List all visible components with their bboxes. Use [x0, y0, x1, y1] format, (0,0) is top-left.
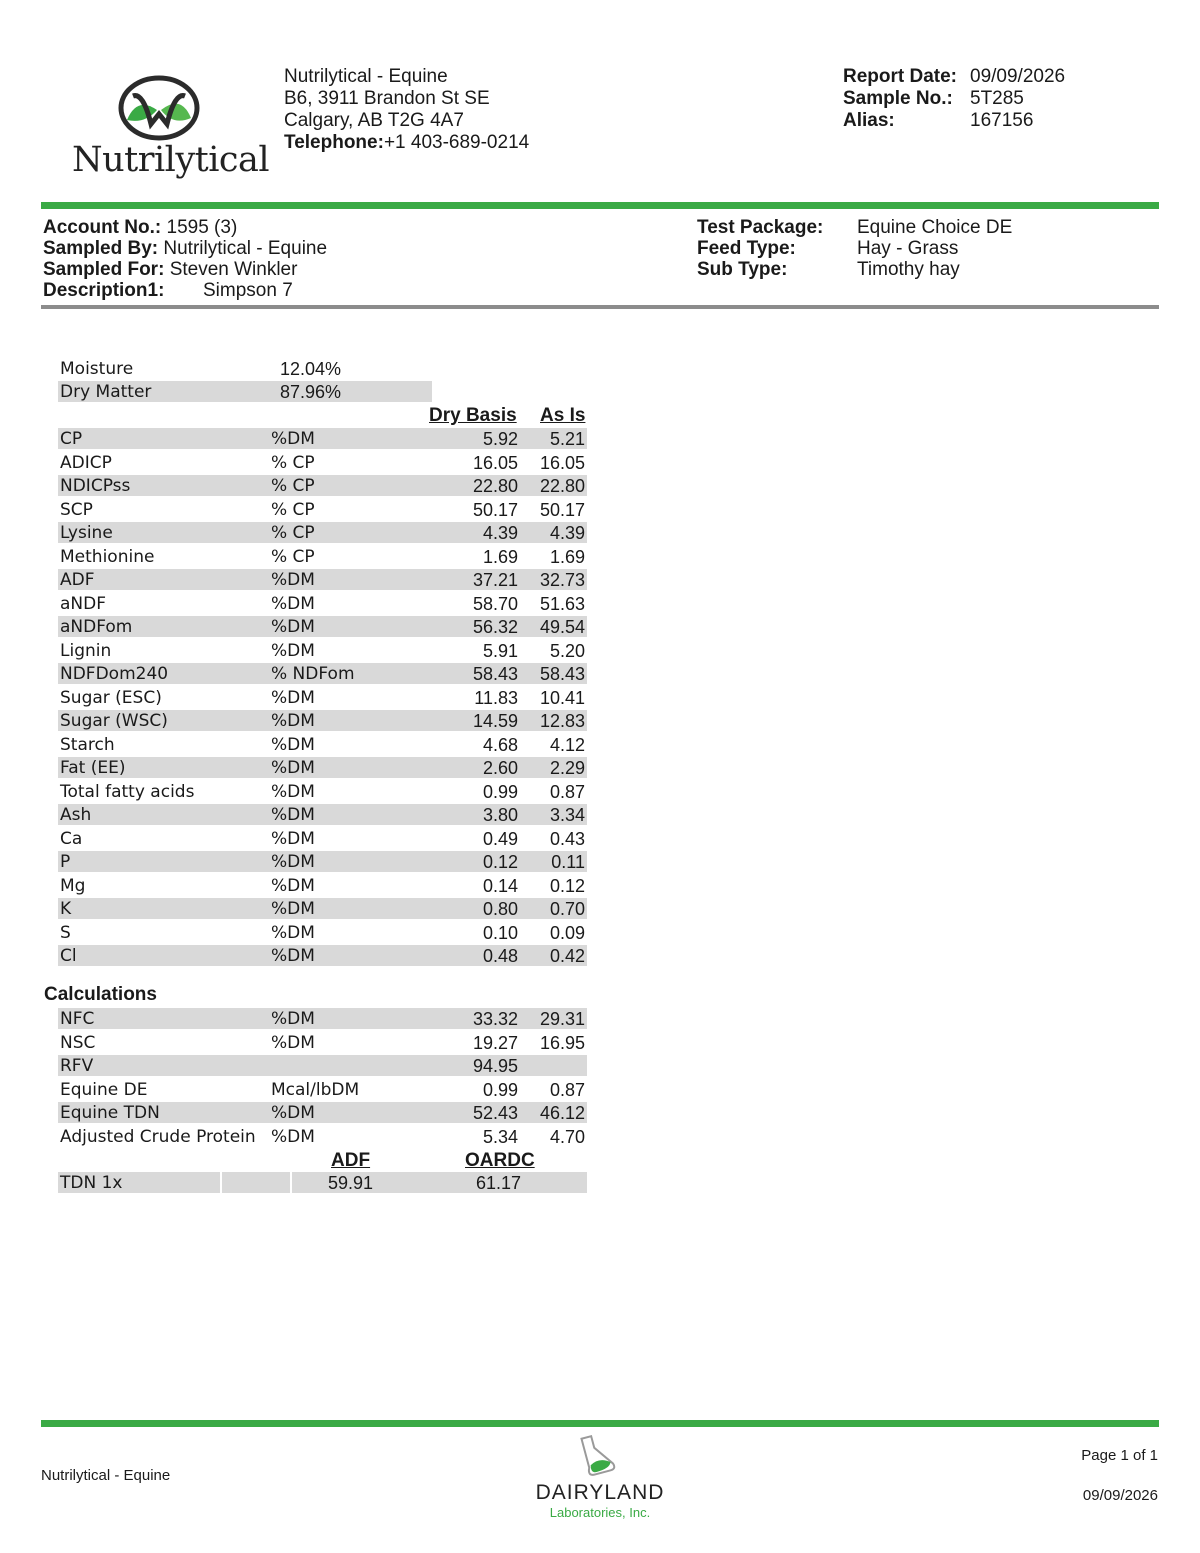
nutrient-name: Lignin [60, 640, 112, 661]
as-is-value: 49.54 [539, 617, 585, 637]
nutrient-unit: %DM [271, 617, 315, 637]
tdn-label: TDN 1x [60, 1173, 123, 1193]
nutrient-name: RFV [60, 1056, 94, 1076]
table-row [58, 522, 587, 543]
dry-basis-value: 50.17 [472, 499, 518, 520]
as-is-value: 29.31 [539, 1009, 585, 1029]
nutrient-name: Lysine [60, 523, 113, 543]
sampled-for-label: Sampled For: [43, 259, 165, 280]
sub-type-label: Sub Type: [697, 259, 788, 280]
nutrient-name: Sugar (ESC) [60, 687, 162, 708]
nutrient-name: K [60, 899, 72, 919]
table-row [58, 851, 587, 872]
feed-type-label: Feed Type: [697, 238, 796, 259]
table-row [58, 428, 587, 449]
nutrient-name: Equine DE [60, 1079, 148, 1100]
feed-type-row [697, 238, 1012, 259]
table-row [58, 757, 587, 778]
dry-basis-value: 3.80 [482, 805, 518, 825]
as-is-value: 0.87 [549, 1079, 585, 1100]
table-row [58, 898, 587, 919]
flask-icon [578, 1431, 618, 1477]
sample-no-row [843, 88, 1065, 110]
account-no-row [43, 217, 327, 238]
dry-basis-value: 0.48 [482, 946, 518, 966]
company-info [284, 66, 529, 154]
tdn-adf-value: 59.91 [328, 1173, 374, 1193]
dry-basis-value: 2.60 [482, 758, 518, 778]
nutrient-unit: %DM [271, 593, 315, 614]
oardc-header: OARDC [465, 1150, 535, 1171]
as-is-value: 0.70 [549, 899, 585, 919]
nutrient-unit: %DM [271, 899, 315, 919]
as-is-value: 32.73 [539, 570, 585, 590]
as-is-value: 0.12 [549, 875, 585, 896]
nutrient-name: Ash [60, 805, 92, 825]
telephone-value: +1 403-689-0214 [383, 132, 530, 153]
nutrient-unit: % CP [271, 523, 315, 543]
dry-basis-value: 14.59 [472, 711, 518, 731]
lab-subtitle: Laboratories, Inc. [549, 1505, 651, 1520]
sample-no-label: Sample No.: [843, 88, 953, 109]
dry-basis-value: 94.95 [472, 1056, 518, 1076]
tdn-row [58, 1172, 587, 1193]
nutrient-unit: % CP [271, 546, 315, 567]
as-is-value: 5.21 [549, 429, 585, 449]
dry-basis-value: 4.68 [482, 734, 518, 755]
as-is-value: 0.87 [549, 781, 585, 802]
description-row [43, 280, 327, 301]
alias-row [843, 110, 1065, 132]
company-city: Calgary, AB T2G 4A7 [284, 110, 464, 131]
table-row [58, 663, 587, 684]
nutrient-unit: %DM [271, 429, 315, 449]
nutrient-unit: Mcal/lbDM [271, 1079, 360, 1100]
table-row [58, 1126, 587, 1147]
dry-basis-value: 58.70 [472, 593, 518, 614]
moisture-label: Moisture [60, 359, 134, 379]
description-value: Simpson 7 [203, 280, 293, 301]
nutrient-unit: %DM [271, 734, 315, 755]
dry-basis-value: 52.43 [472, 1103, 518, 1123]
nutrient-name: Equine TDN [60, 1103, 160, 1123]
table-row [58, 1079, 587, 1100]
sample-no-value: 5T285 [970, 88, 1024, 109]
nutrient-name: Methionine [60, 546, 155, 567]
table-row [58, 875, 587, 896]
nutrient-unit: %DM [271, 781, 315, 802]
as-is-value: 58.43 [539, 664, 585, 684]
dry-basis-value: 37.21 [472, 570, 518, 590]
nutrient-unit: %DM [271, 1032, 315, 1053]
test-package-row [697, 217, 1012, 238]
as-is-value: 16.05 [539, 452, 585, 473]
dry-basis-value: 0.14 [482, 875, 518, 896]
moisture-value: 12.04% [280, 359, 342, 379]
nutrient-name: NDFDom240 [60, 664, 169, 684]
nutrient-unit: %DM [271, 758, 315, 778]
report-date-label: Report Date: [843, 66, 958, 87]
tdn-separator-2 [290, 1172, 292, 1194]
dry-basis-value: 58.43 [472, 664, 518, 684]
nutrient-unit: %DM [271, 687, 315, 708]
table-row [58, 640, 587, 661]
report-date-value: 09/09/2026 [970, 66, 1066, 87]
as-is-value: 51.63 [539, 593, 585, 614]
table-row [58, 475, 587, 496]
nutrient-name: ADICP [60, 452, 112, 473]
table-row [58, 945, 587, 966]
nutrilytical-logo [70, 68, 270, 186]
as-is-value: 2.29 [549, 758, 585, 778]
as-is-value: 4.39 [549, 523, 585, 543]
footer-right [1081, 1447, 1158, 1504]
table-row [58, 593, 587, 614]
as-is-value: 10.41 [539, 687, 585, 708]
nutrient-unit: %DM [271, 946, 315, 966]
nutrient-name: NSC [60, 1032, 96, 1053]
dry-matter-row [58, 381, 432, 402]
table-row [58, 616, 587, 637]
dry-basis-value: 16.05 [472, 452, 518, 473]
table-row [58, 710, 587, 731]
account-no-value: 1595 (3) [166, 217, 238, 238]
table-row [58, 452, 587, 473]
as-is-value: 16.95 [539, 1032, 585, 1053]
nutrient-name: aNDF [60, 593, 107, 614]
table-row [58, 734, 587, 755]
nutrient-unit: %DM [271, 570, 315, 590]
as-is-value: 1.69 [549, 546, 585, 567]
nutrient-name: aNDFom [60, 617, 133, 637]
nutrient-unit: % CP [271, 499, 315, 520]
nutrient-name: Ca [60, 828, 83, 849]
sampled-for-value: Steven Winkler [169, 259, 298, 280]
as-is-value: 0.43 [549, 828, 585, 849]
as-is-header: As Is [540, 405, 586, 426]
nutrient-unit: %DM [271, 640, 315, 661]
company-telephone [284, 132, 529, 154]
dry-basis-value: 5.91 [482, 640, 518, 661]
nutrient-unit: % NDFom [271, 664, 355, 684]
dry-matter-value: 87.96% [280, 382, 342, 402]
dry-basis-value: 22.80 [472, 476, 518, 496]
table-row [58, 546, 587, 567]
report-meta [843, 66, 1065, 132]
dry-basis-value: 11.83 [474, 687, 518, 708]
nutrient-unit: %DM [271, 922, 315, 943]
alias-label: Alias: [843, 110, 895, 131]
dry-basis-value: 0.99 [482, 1079, 518, 1100]
as-is-value: 0.42 [549, 946, 585, 966]
dry-basis-value: 56.32 [472, 617, 518, 637]
nutrient-name: NFC [60, 1009, 95, 1029]
dry-basis-value: 5.34 [482, 1126, 518, 1147]
test-info [697, 217, 1012, 280]
table-row [58, 828, 587, 849]
nutrient-unit: %DM [271, 805, 315, 825]
page-number: Page 1 of 1 [1081, 1447, 1158, 1464]
account-info [43, 217, 327, 301]
table-row [58, 687, 587, 708]
table-row [58, 1055, 587, 1076]
dry-basis-value: 0.99 [482, 781, 518, 802]
nutrient-name: Sugar (WSC) [60, 711, 168, 731]
alias-value: 167156 [970, 110, 1034, 131]
as-is-value: 0.11 [551, 852, 585, 872]
as-is-value: 3.34 [549, 805, 585, 825]
nutrient-unit: %DM [271, 1009, 315, 1029]
dry-basis-value: 33.32 [472, 1009, 518, 1029]
table-row [58, 569, 587, 590]
company-name: Nutrilytical - Equine [284, 66, 448, 87]
nutrient-unit: %DM [271, 1103, 315, 1123]
nutrient-name: ADF [60, 570, 95, 590]
calculations-heading: Calculations [44, 984, 157, 1005]
feed-type-value: Hay - Grass [857, 238, 959, 259]
header-divider [41, 202, 1159, 209]
table-row [58, 499, 587, 520]
company-street: B6, 3911 Brandon St SE [284, 88, 490, 109]
nutrient-unit: %DM [271, 711, 315, 731]
nutrient-unit: %DM [271, 852, 315, 872]
dry-basis-value: 5.92 [482, 429, 518, 449]
as-is-value: 0.09 [549, 922, 585, 943]
sub-type-value: Timothy hay [857, 259, 960, 280]
dry-basis-value: 0.10 [482, 922, 518, 943]
dry-basis-value: 0.12 [482, 852, 518, 872]
moisture-row [58, 358, 432, 379]
brand-name: Nutrilytical [72, 140, 270, 180]
test-package-value: Equine Choice DE [857, 217, 1013, 238]
adf-header: ADF [331, 1150, 371, 1171]
nutrient-unit: %DM [271, 875, 315, 896]
nutrient-name: S [60, 922, 71, 943]
dry-basis-header: Dry Basis [429, 405, 517, 426]
table-row [58, 1008, 587, 1029]
telephone-label: Telephone: [284, 132, 384, 153]
nutrient-name: Mg [60, 875, 86, 896]
nutrient-name: Adjusted Crude Protein [60, 1126, 256, 1147]
sub-type-row [697, 259, 1012, 280]
nutrient-name: Starch [60, 734, 115, 755]
footer-company: Nutrilytical - Equine [41, 1467, 171, 1484]
lab-name: DAIRYLAND [535, 1481, 665, 1504]
footer-divider [41, 1420, 1159, 1427]
table-row [58, 781, 587, 802]
as-is-value: 50.17 [539, 499, 585, 520]
as-is-value: 5.20 [549, 640, 585, 661]
as-is-value: 4.70 [549, 1126, 585, 1147]
description-label: Description1: [43, 280, 165, 301]
as-is-value: 46.12 [539, 1103, 585, 1123]
dry-basis-value: 0.80 [482, 899, 518, 919]
sampled-by-row [43, 238, 327, 259]
test-package-label: Test Package: [697, 217, 824, 238]
as-is-value: 4.12 [549, 734, 585, 755]
dairyland-logo [520, 1431, 680, 1523]
dry-basis-value: 19.27 [472, 1032, 518, 1053]
nutrient-unit: % CP [271, 452, 315, 473]
report-date-row [843, 66, 1065, 88]
nutrient-name: NDICPss [60, 476, 131, 496]
nutrient-name: CP [60, 429, 83, 449]
dry-basis-value: 1.69 [482, 546, 518, 567]
nutrient-unit: % CP [271, 476, 315, 496]
dry-matter-label: Dry Matter [60, 382, 152, 402]
nutrient-unit: %DM [271, 1126, 315, 1147]
sampled-by-label: Sampled By: [43, 238, 159, 259]
footer-date: 09/09/2026 [1082, 1487, 1158, 1504]
sampled-for-row [43, 259, 327, 280]
tdn-oardc-value: 61.17 [476, 1173, 522, 1193]
account-divider [41, 305, 1159, 309]
as-is-value: 22.80 [539, 476, 585, 496]
nutrient-name: P [60, 852, 71, 872]
nutrient-unit: %DM [271, 828, 315, 849]
nutrient-name: Total fatty acids [60, 781, 195, 802]
dry-basis-value: 0.49 [482, 828, 518, 849]
nutrient-name: Fat (EE) [60, 758, 126, 778]
table-row [58, 1032, 587, 1053]
table-row [58, 922, 587, 943]
nutrient-name: SCP [60, 499, 93, 520]
account-no-label: Account No.: [43, 217, 162, 238]
nutrient-name: Cl [60, 946, 77, 966]
dry-basis-value: 4.39 [482, 523, 518, 543]
as-is-value: 12.83 [539, 711, 585, 731]
table-row [58, 1102, 587, 1123]
leaf-logo-icon [117, 74, 201, 142]
table-row [58, 804, 587, 825]
sampled-by-value: Nutrilytical - Equine [163, 238, 328, 259]
tdn-separator-1 [220, 1172, 222, 1194]
